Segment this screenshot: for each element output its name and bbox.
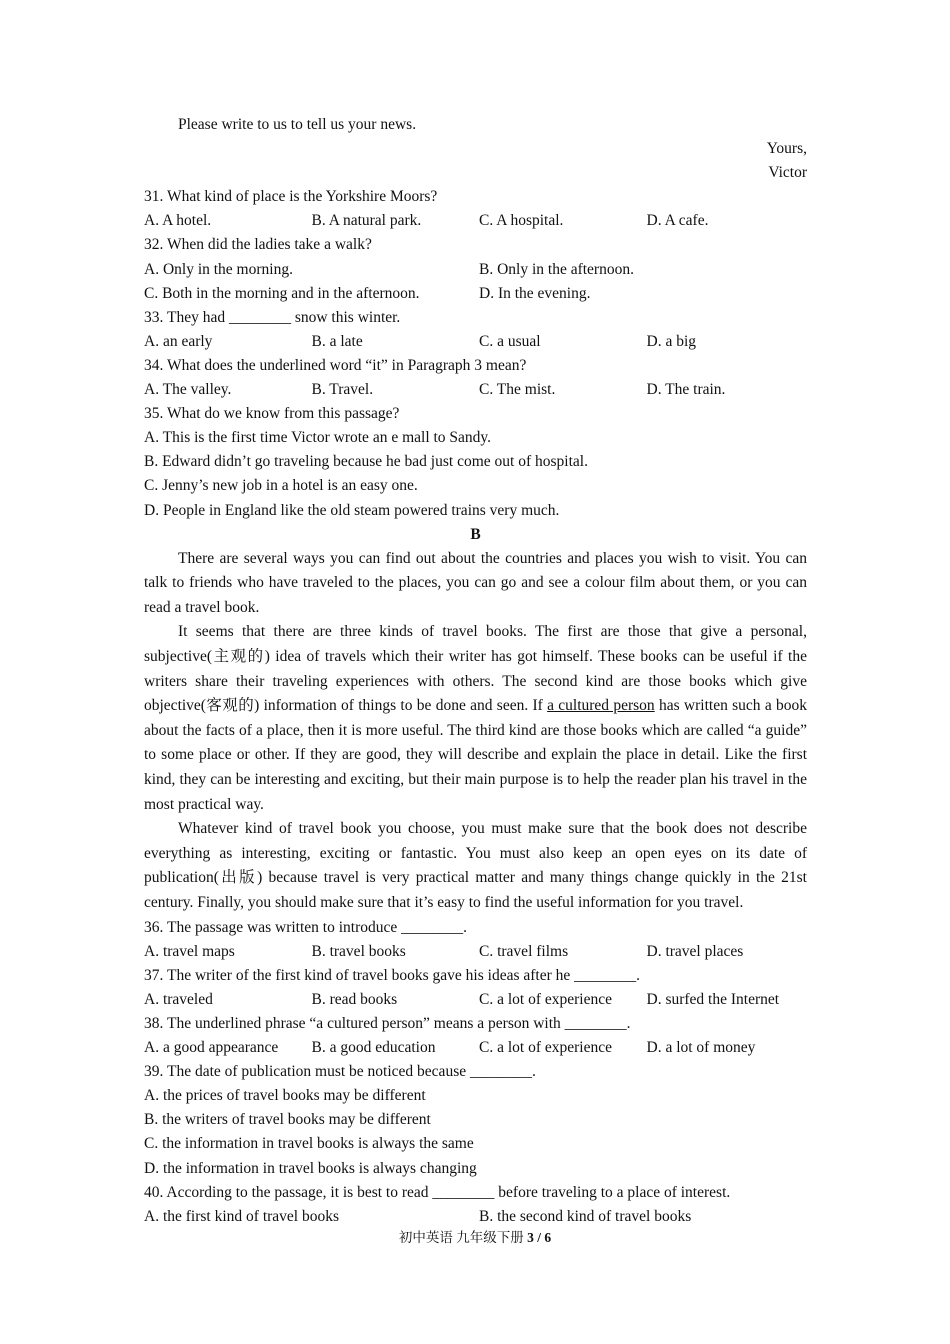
question-31-option-b: B. A natural park. (311, 212, 422, 230)
passage-paragraph-2-part2: has written such a book about the facts of a place, then it is more useful. The third kind are those books which are called “a guide” to some place or other. If they are good, they will describe and explain the place in detail. Like the first kind, they can be interesting and exciting, but their main purpose is to help the reader plan his travel in the most practical way. (144, 697, 807, 813)
question-36-option-a: A. travel maps (144, 942, 235, 960)
page-footer (0, 1228, 950, 1248)
question-36-option-c: C. travel films (479, 942, 569, 960)
question-33-option-b: B. a late (311, 332, 363, 350)
question-35-option-a: A. This is the first time Victor wrote an e mall to Sandy. (144, 429, 492, 447)
question-33-stem: 33. They had ________ snow this winter. (144, 308, 401, 326)
question-39-option-b: B. the writers of travel books may be different (144, 1111, 431, 1129)
question-39-option-a: A. the prices of travel books may be different (144, 1087, 426, 1105)
question-36-stem: 36. The passage was written to introduce ________. (144, 918, 467, 936)
question-32-option-c: C. Both in the morning and in the afternoon. (144, 284, 420, 302)
passage-paragraph-3: Whatever kind of travel book you choose, you must make sure that the book does not describe everything as interesting, exciting or fantastic. You must also keep an open eyes on its date of publication(出版) because travel is very practical matter and many things change quickly in the 21st century. Finally, you should make sure that it’s easy to find the useful information for you travel. (144, 820, 807, 911)
question-38-option-c: C. a lot of experience (479, 1039, 612, 1057)
footer-page-number: 3 (527, 1230, 534, 1245)
section-b-heading: B (470, 525, 481, 543)
question-35-option-c: C. Jenny’s new job in a hotel is an easy one. (144, 477, 418, 495)
question-31-option-c: C. A hospital. (479, 212, 564, 230)
question-34-stem: 34. What does the underlined word “it” in Paragraph 3 mean? (144, 356, 527, 374)
question-36-option-b: B. travel books (311, 942, 406, 960)
question-31-option-d: D. A cafe. (646, 212, 709, 230)
question-39-option-d: D. the information in travel books is always changing (144, 1159, 477, 1177)
question-38-option-d: D. a lot of money (646, 1039, 756, 1057)
question-32-options-row2 (144, 282, 807, 306)
question-37-options (144, 988, 807, 1012)
question-37-option-a: A. traveled (144, 990, 213, 1008)
question-40-option-b: B. the second kind of travel books (479, 1207, 692, 1225)
question-34-options (144, 378, 807, 402)
question-32-option-b: B. Only in the afternoon. (479, 260, 634, 278)
question-37-option-c: C. a lot of experience (479, 990, 612, 1008)
question-33-option-c: C. a usual (479, 332, 541, 350)
question-32-options-row1 (144, 258, 807, 282)
question-32-stem: 32. When did the ladies take a walk? (144, 236, 372, 254)
passage-paragraph-2-part1: It seems that there are three kinds of travel books. The first are those that give a personal, subjective(主观的) idea of travels which their writer has got himself. These books can be useful if the writers share their traveling experiences with others. The second kind are those books which give objective(客观的) information of things to be done and seen. If (144, 623, 807, 715)
question-31-stem: 31. What kind of place is the Yorkshire Moors? (144, 188, 438, 206)
question-36-options (144, 940, 807, 964)
letter-signoff: Yours, (766, 140, 807, 158)
question-40-stem: 40. According to the passage, it is best to read ________ before traveling to a place of interest. (144, 1183, 731, 1201)
footer-label: 初中英语 九年级下册 (398, 1230, 524, 1245)
question-37-option-b: B. read books (311, 990, 398, 1008)
question-33-option-a: A. an early (144, 332, 213, 350)
question-40-options (144, 1205, 807, 1229)
question-37-option-d: D. surfed the Internet (646, 990, 780, 1008)
question-34-option-d: D. The train. (646, 381, 726, 399)
question-31-option-a: A. A hotel. (144, 212, 212, 230)
question-35-option-d: D. People in England like the old steam powered trains very much. (144, 501, 560, 519)
question-31-options (144, 209, 807, 233)
passage-paragraph-1: There are several ways you can find out about the countries and places you wish to visit. You can talk to friends who have traveled to the places, you can go and see a colour film about them, or you can read a travel book. (144, 549, 807, 616)
question-40-option-a: A. the first kind of travel books (144, 1207, 340, 1225)
underlined-phrase: a cultured person (547, 697, 655, 715)
question-38-options (144, 1036, 807, 1060)
page-content (144, 113, 807, 1229)
question-35-stem: 35. What do we know from this passage? (144, 405, 400, 423)
question-39-option-c: C. the information in travel books is always the same (144, 1135, 474, 1153)
question-38-option-a: A. a good appearance (144, 1039, 279, 1057)
question-32-option-d: D. In the evening. (479, 284, 591, 302)
question-34-option-b: B. Travel. (311, 381, 374, 399)
letter-closing-line: Please write to us to tell us your news. (178, 116, 417, 133)
question-37-stem: 37. The writer of the first kind of travel books gave his ideas after he ________. (144, 966, 641, 984)
letter-signature: Victor (768, 164, 807, 182)
question-34-option-a: A. The valley. (144, 381, 232, 399)
footer-page-total: 6 (544, 1230, 552, 1245)
question-38-stem: 38. The underlined phrase “a cultured person” means a person with ________. (144, 1014, 631, 1032)
question-36-option-d: D. travel places (646, 942, 744, 960)
question-32-option-a: A. Only in the morning. (144, 260, 293, 278)
question-34-option-c: C. The mist. (479, 381, 556, 399)
question-33-options (144, 330, 807, 354)
question-39-stem: 39. The date of publication must be noticed because ________. (144, 1063, 536, 1081)
question-38-option-b: B. a good education (311, 1039, 436, 1057)
question-33-option-d: D. a big (646, 332, 697, 350)
passage-paragraph-2 (144, 620, 807, 817)
question-35-option-b: B. Edward didn’t go traveling because he bad just come out of hospital. (144, 453, 588, 471)
footer-separator: / (537, 1230, 541, 1245)
